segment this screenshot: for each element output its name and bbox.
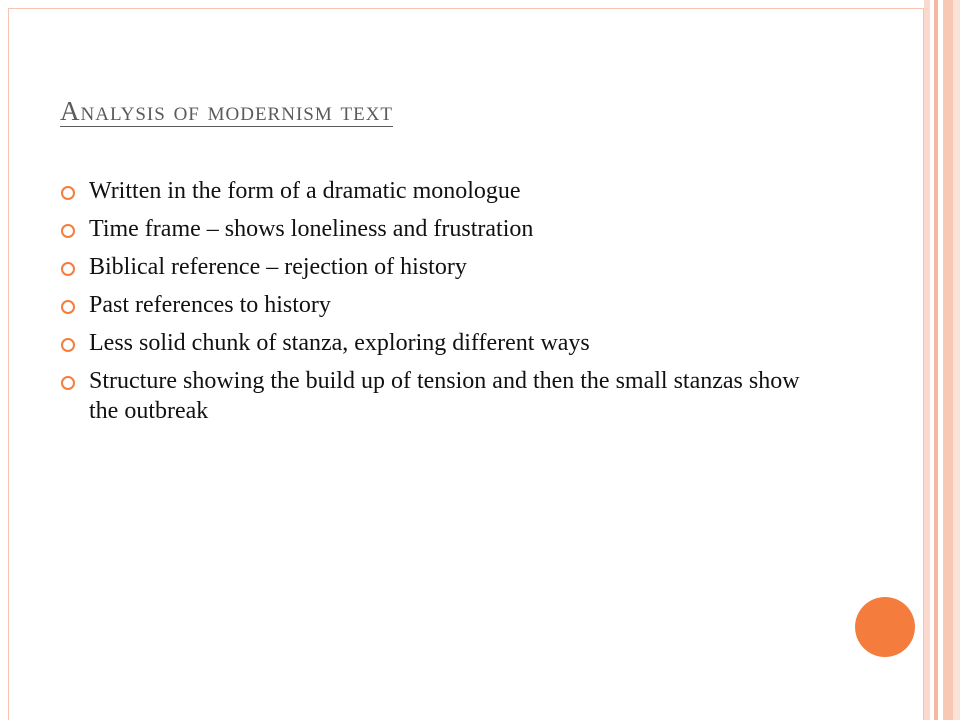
bullet-item xyxy=(60,366,820,426)
bullet-text: Less solid chunk of stanza, exploring different ways xyxy=(89,330,590,356)
bullet-list xyxy=(60,176,820,434)
bullet-item xyxy=(60,290,820,320)
ring-bullet-icon xyxy=(61,376,75,390)
bullet-text: Written in the form of a dramatic monologue xyxy=(89,178,521,204)
bullet-text: Biblical reference – rejection of history xyxy=(89,254,467,280)
ring-bullet-icon xyxy=(61,300,75,314)
ring-bullet-icon xyxy=(61,224,75,238)
side-stripe xyxy=(953,0,960,720)
bullet-text: Time frame – shows loneliness and frustration xyxy=(89,216,534,242)
bullet-item xyxy=(60,328,820,358)
bullet-item xyxy=(60,176,820,206)
bullet-item xyxy=(60,214,820,244)
orange-circle-icon xyxy=(855,597,915,657)
slide-title: Analysis of modernism text xyxy=(60,96,394,126)
bullet-text: Structure showing the build up of tension and then the small stanzas show the outbreak xyxy=(89,368,800,424)
ring-bullet-icon xyxy=(61,186,75,200)
side-stripe xyxy=(943,0,953,720)
ring-bullet-icon xyxy=(61,338,75,352)
ring-bullet-icon xyxy=(61,262,75,276)
bullet-text: Past references to history xyxy=(89,292,331,318)
bullet-item xyxy=(60,252,820,282)
